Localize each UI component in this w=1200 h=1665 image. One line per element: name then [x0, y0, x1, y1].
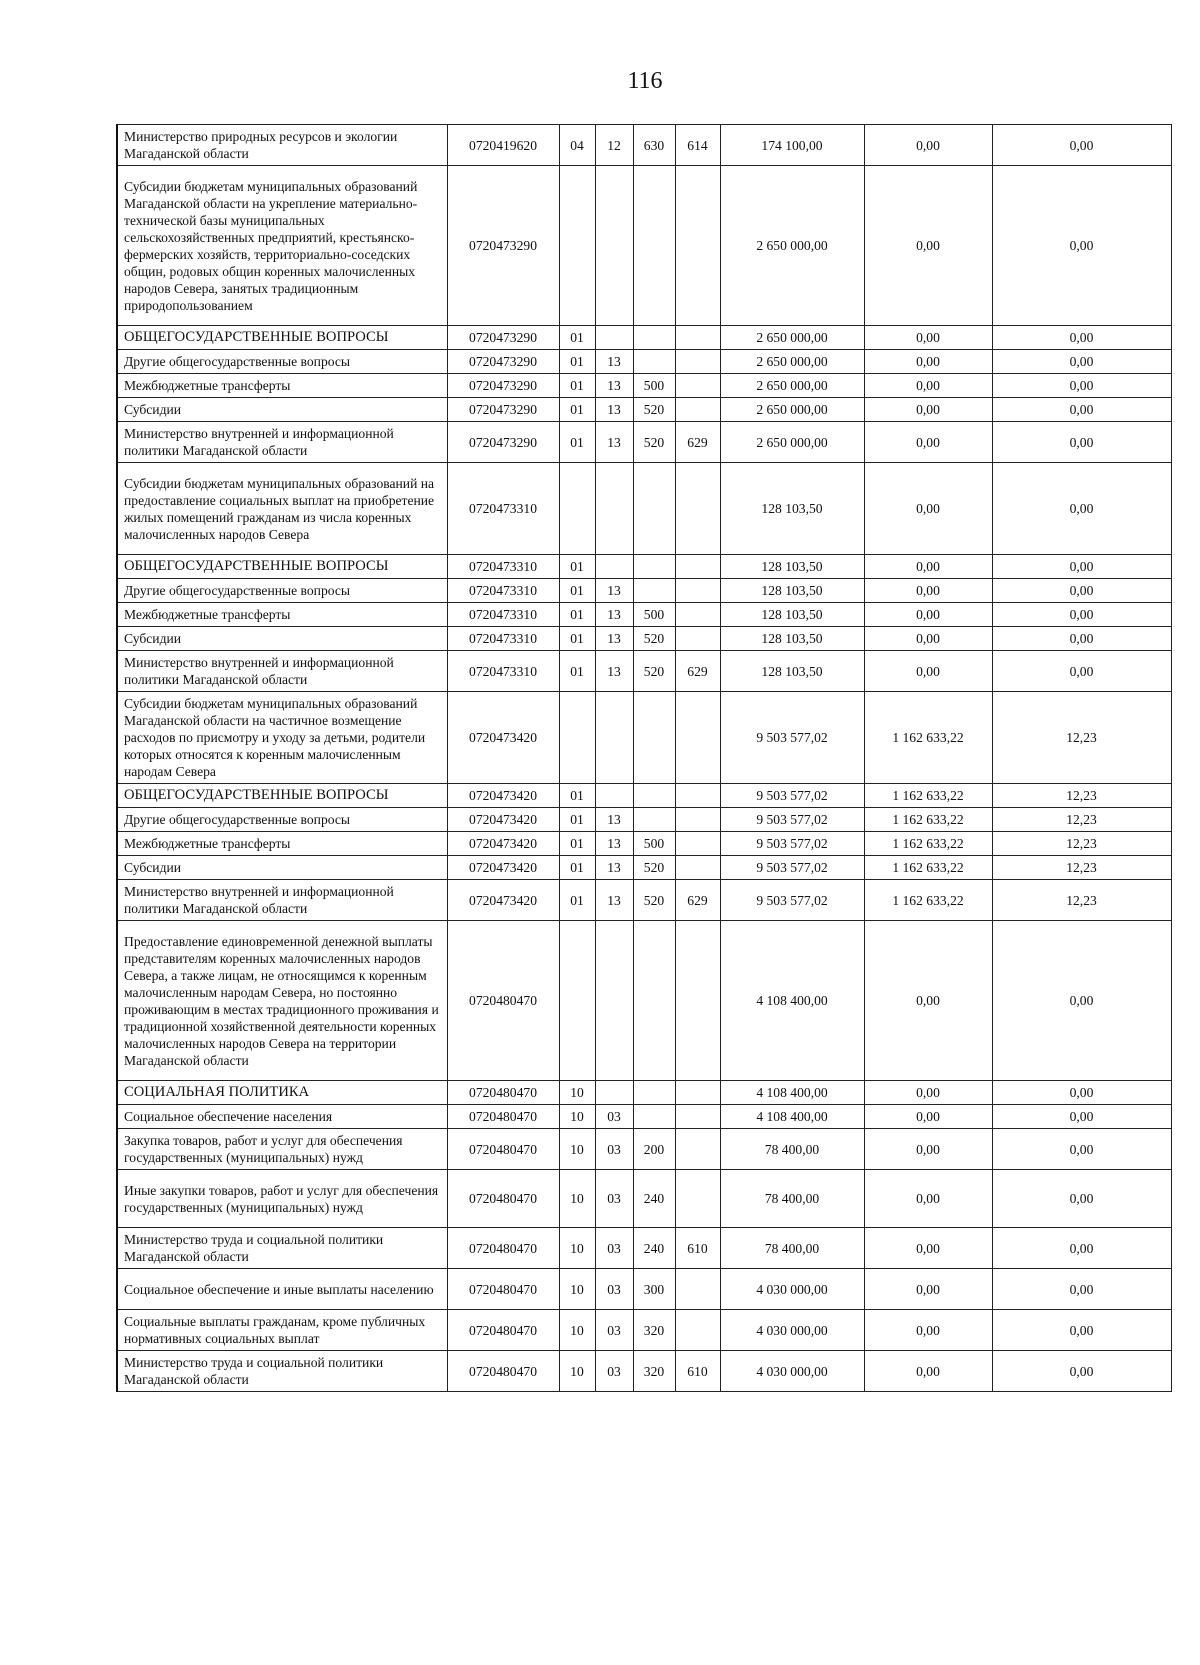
executed-amount: 1 162 633,22: [864, 692, 992, 784]
admin-code: [675, 627, 720, 651]
section-code: 10: [559, 1129, 595, 1170]
target-code: 0720480470: [447, 1228, 559, 1269]
section-code: [559, 692, 595, 784]
row-name: Субсидии: [117, 856, 447, 880]
executed-amount: 0,00: [864, 603, 992, 627]
execution-percent: 0,00: [992, 374, 1171, 398]
admin-code: [675, 374, 720, 398]
admin-code: [675, 832, 720, 856]
section-code: [559, 463, 595, 555]
subsection-code: 03: [595, 1129, 633, 1170]
admin-code: 610: [675, 1228, 720, 1269]
subsection-code: 13: [595, 422, 633, 463]
target-code: 0720473420: [447, 832, 559, 856]
expense-type-code: 300: [633, 1269, 675, 1310]
expense-type-code: [633, 463, 675, 555]
plan-amount: 128 103,50: [720, 463, 864, 555]
table-row: [117, 463, 1171, 555]
execution-percent: 0,00: [992, 125, 1171, 166]
plan-amount: 9 503 577,02: [720, 784, 864, 808]
section-code: 01: [559, 555, 595, 579]
table-row: [117, 398, 1171, 422]
admin-code: [675, 808, 720, 832]
admin-code: 610: [675, 1351, 720, 1392]
table-row: [117, 374, 1171, 398]
subsection-code: [595, 463, 633, 555]
expense-type-code: 520: [633, 422, 675, 463]
execution-percent: 12,23: [992, 880, 1171, 921]
plan-amount: 128 103,50: [720, 651, 864, 692]
executed-amount: 0,00: [864, 125, 992, 166]
target-code: 0720473420: [447, 784, 559, 808]
subsection-code: 03: [595, 1170, 633, 1228]
admin-code: [675, 784, 720, 808]
target-code: 0720473310: [447, 579, 559, 603]
section-code: 01: [559, 374, 595, 398]
execution-percent: 0,00: [992, 463, 1171, 555]
table-row: [117, 784, 1171, 808]
table-row: [117, 1170, 1171, 1228]
section-code: 10: [559, 1081, 595, 1105]
target-code: 0720480470: [447, 1170, 559, 1228]
plan-amount: 128 103,50: [720, 555, 864, 579]
table-row: [117, 1351, 1171, 1392]
plan-amount: 2 650 000,00: [720, 422, 864, 463]
executed-amount: 0,00: [864, 1269, 992, 1310]
section-code: 01: [559, 832, 595, 856]
row-name: Субсидии бюджетам муниципальных образований Магаданской области на укрепление материально-технической базы муниципальных сельскохозяйственных предприятий, крестьянско-фермерских хозяйств, территориально-соседских общин, родовых общин коренных малочисленных народов Севера, занятых традиционным природопользованием: [117, 166, 447, 326]
admin-code: [675, 603, 720, 627]
target-code: 0720480470: [447, 1081, 559, 1105]
row-name: Межбюджетные трансферты: [117, 603, 447, 627]
execution-percent: 0,00: [992, 627, 1171, 651]
subsection-code: 03: [595, 1228, 633, 1269]
executed-amount: 0,00: [864, 374, 992, 398]
subsection-code: 03: [595, 1269, 633, 1310]
executed-amount: 0,00: [864, 1081, 992, 1105]
section-code: 01: [559, 880, 595, 921]
admin-code: [675, 398, 720, 422]
row-name: Другие общегосударственные вопросы: [117, 579, 447, 603]
section-code: 01: [559, 651, 595, 692]
row-name: Субсидии бюджетам муниципальных образований Магаданской области на частичное возмещение расходов по присмотру и уходу за детьми, родители которых относятся к коренным малочисленным народам Севера: [117, 692, 447, 784]
plan-amount: 9 503 577,02: [720, 856, 864, 880]
row-name: Министерство внутренней и информационной политики Магаданской области: [117, 422, 447, 463]
subsection-code: 13: [595, 832, 633, 856]
budget-table: [116, 124, 1172, 1392]
plan-amount: 78 400,00: [720, 1170, 864, 1228]
plan-amount: 128 103,50: [720, 627, 864, 651]
executed-amount: 0,00: [864, 555, 992, 579]
section-code: 01: [559, 579, 595, 603]
expense-type-code: 500: [633, 374, 675, 398]
expense-type-code: [633, 1105, 675, 1129]
section-code: 04: [559, 125, 595, 166]
execution-percent: 0,00: [992, 422, 1171, 463]
section-code: 01: [559, 398, 595, 422]
plan-amount: 78 400,00: [720, 1129, 864, 1170]
expense-type-code: 500: [633, 832, 675, 856]
admin-code: 629: [675, 651, 720, 692]
expense-type-code: 520: [633, 880, 675, 921]
subsection-code: 13: [595, 627, 633, 651]
execution-percent: 12,23: [992, 808, 1171, 832]
admin-code: [675, 555, 720, 579]
plan-amount: 4 030 000,00: [720, 1310, 864, 1351]
section-code: [559, 166, 595, 326]
subsection-code: 13: [595, 398, 633, 422]
plan-amount: 9 503 577,02: [720, 880, 864, 921]
execution-percent: 0,00: [992, 326, 1171, 350]
subsection-code: 03: [595, 1105, 633, 1129]
execution-percent: 0,00: [992, 1170, 1171, 1228]
expense-type-code: 630: [633, 125, 675, 166]
target-code: 0720473420: [447, 692, 559, 784]
execution-percent: 0,00: [992, 651, 1171, 692]
table-row: [117, 555, 1171, 579]
expense-type-code: 520: [633, 398, 675, 422]
section-code: 10: [559, 1228, 595, 1269]
admin-code: [675, 166, 720, 326]
row-name: СОЦИАЛЬНАЯ ПОЛИТИКА: [117, 1081, 447, 1105]
subsection-code: 13: [595, 374, 633, 398]
plan-amount: 128 103,50: [720, 603, 864, 627]
execution-percent: 0,00: [992, 1310, 1171, 1351]
expense-type-code: 320: [633, 1310, 675, 1351]
expense-type-code: [633, 166, 675, 326]
target-code: 0720480470: [447, 1129, 559, 1170]
executed-amount: 1 162 633,22: [864, 856, 992, 880]
row-name: Предоставление единовременной денежной выплаты представителям коренных малочисленных народов Севера, а также лицам, не относящимся к коренным малочисленным народам Севера, но постоянно проживающим в местах традиционного проживания и традиционной хозяйственной деятельности коренных малочисленных народов Севера на территории Магаданской области: [117, 921, 447, 1081]
plan-amount: 4 108 400,00: [720, 921, 864, 1081]
target-code: 0720473310: [447, 627, 559, 651]
target-code: 0720480470: [447, 1269, 559, 1310]
subsection-code: [595, 326, 633, 350]
target-code: 0720473310: [447, 463, 559, 555]
target-code: 0720473420: [447, 880, 559, 921]
expense-type-code: 520: [633, 856, 675, 880]
row-name: Субсидии бюджетам муниципальных образований на предоставление социальных выплат на приобретение жилых помещений гражданам из числа коренных малочисленных народов Севера: [117, 463, 447, 555]
admin-code: [675, 1170, 720, 1228]
execution-percent: 0,00: [992, 1105, 1171, 1129]
section-code: 01: [559, 808, 595, 832]
table-row: [117, 1228, 1171, 1269]
row-name: ОБЩЕГОСУДАРСТВЕННЫЕ ВОПРОСЫ: [117, 784, 447, 808]
execution-percent: 0,00: [992, 579, 1171, 603]
plan-amount: 174 100,00: [720, 125, 864, 166]
executed-amount: 0,00: [864, 463, 992, 555]
subsection-code: 13: [595, 856, 633, 880]
expense-type-code: 240: [633, 1170, 675, 1228]
row-name: Министерство труда и социальной политики Магаданской области: [117, 1228, 447, 1269]
admin-code: [675, 921, 720, 1081]
target-code: 0720473290: [447, 350, 559, 374]
subsection-code: 03: [595, 1351, 633, 1392]
subsection-code: 13: [595, 579, 633, 603]
target-code: 0720480470: [447, 1105, 559, 1129]
row-name: Министерство внутренней и информационной политики Магаданской области: [117, 651, 447, 692]
row-name: Иные закупки товаров, работ и услуг для обеспечения государственных (муниципальных) нужд: [117, 1170, 447, 1228]
executed-amount: 0,00: [864, 1228, 992, 1269]
row-name: Министерство природных ресурсов и экологии Магаданской области: [117, 125, 447, 166]
target-code: 0720473310: [447, 603, 559, 627]
admin-code: [675, 1269, 720, 1310]
admin-code: 629: [675, 880, 720, 921]
executed-amount: 0,00: [864, 1129, 992, 1170]
subsection-code: 03: [595, 1310, 633, 1351]
row-name: Министерство труда и социальной политики Магаданской области: [117, 1351, 447, 1392]
subsection-code: [595, 166, 633, 326]
row-name: Министерство внутренней и информационной политики Магаданской области: [117, 880, 447, 921]
executed-amount: 0,00: [864, 579, 992, 603]
expense-type-code: 200: [633, 1129, 675, 1170]
section-code: 10: [559, 1310, 595, 1351]
expense-type-code: [633, 350, 675, 374]
target-code: 0720473310: [447, 651, 559, 692]
plan-amount: 2 650 000,00: [720, 350, 864, 374]
execution-percent: 0,00: [992, 1129, 1171, 1170]
row-name: Субсидии: [117, 627, 447, 651]
execution-percent: 12,23: [992, 856, 1171, 880]
execution-percent: 0,00: [992, 603, 1171, 627]
executed-amount: 0,00: [864, 627, 992, 651]
section-code: [559, 921, 595, 1081]
subsection-code: 13: [595, 350, 633, 374]
target-code: 0720473290: [447, 326, 559, 350]
expense-type-code: [633, 579, 675, 603]
row-name: ОБЩЕГОСУДАРСТВЕННЫЕ ВОПРОСЫ: [117, 555, 447, 579]
expense-type-code: 520: [633, 627, 675, 651]
plan-amount: 9 503 577,02: [720, 808, 864, 832]
row-name: Субсидии: [117, 398, 447, 422]
executed-amount: 0,00: [864, 398, 992, 422]
executed-amount: 0,00: [864, 350, 992, 374]
executed-amount: 1 162 633,22: [864, 832, 992, 856]
target-code: 0720480470: [447, 1310, 559, 1351]
plan-amount: 4 030 000,00: [720, 1269, 864, 1310]
table-row: [117, 350, 1171, 374]
admin-code: [675, 579, 720, 603]
execution-percent: 0,00: [992, 350, 1171, 374]
expense-type-code: [633, 555, 675, 579]
target-code: 0720473310: [447, 555, 559, 579]
plan-amount: 2 650 000,00: [720, 374, 864, 398]
admin-code: 629: [675, 422, 720, 463]
plan-amount: 78 400,00: [720, 1228, 864, 1269]
row-name: Другие общегосударственные вопросы: [117, 808, 447, 832]
execution-percent: 0,00: [992, 166, 1171, 326]
executed-amount: 0,00: [864, 921, 992, 1081]
executed-amount: 0,00: [864, 1105, 992, 1129]
expense-type-code: [633, 692, 675, 784]
expense-type-code: 520: [633, 651, 675, 692]
subsection-code: 13: [595, 808, 633, 832]
section-code: 10: [559, 1105, 595, 1129]
table-row: [117, 651, 1171, 692]
plan-amount: 2 650 000,00: [720, 398, 864, 422]
table-row: [117, 832, 1171, 856]
admin-code: [675, 1310, 720, 1351]
table-row: [117, 880, 1171, 921]
execution-percent: 12,23: [992, 832, 1171, 856]
target-code: 0720473290: [447, 422, 559, 463]
plan-amount: 2 650 000,00: [720, 166, 864, 326]
target-code: 0720480470: [447, 921, 559, 1081]
subsection-code: [595, 921, 633, 1081]
execution-percent: 0,00: [992, 555, 1171, 579]
section-code: 01: [559, 422, 595, 463]
admin-code: [675, 463, 720, 555]
target-code: 0720473290: [447, 374, 559, 398]
row-name: Межбюджетные трансферты: [117, 832, 447, 856]
subsection-code: [595, 1081, 633, 1105]
execution-percent: 0,00: [992, 921, 1171, 1081]
expense-type-code: [633, 921, 675, 1081]
table-row: [117, 326, 1171, 350]
executed-amount: 1 162 633,22: [864, 808, 992, 832]
subsection-code: 13: [595, 603, 633, 627]
row-name: Закупка товаров, работ и услуг для обеспечения государственных (муниципальных) нужд: [117, 1129, 447, 1170]
subsection-code: 13: [595, 651, 633, 692]
execution-percent: 0,00: [992, 398, 1171, 422]
section-code: 10: [559, 1170, 595, 1228]
admin-code: [675, 1081, 720, 1105]
table-row: [117, 1105, 1171, 1129]
table-row: [117, 579, 1171, 603]
row-name: Социальные выплаты гражданам, кроме публичных нормативных социальных выплат: [117, 1310, 447, 1351]
admin-code: [675, 350, 720, 374]
table-row: [117, 808, 1171, 832]
row-name: Социальное обеспечение и иные выплаты населению: [117, 1269, 447, 1310]
expense-type-code: 320: [633, 1351, 675, 1392]
plan-amount: 9 503 577,02: [720, 692, 864, 784]
section-code: 10: [559, 1269, 595, 1310]
execution-percent: 0,00: [992, 1228, 1171, 1269]
execution-percent: 0,00: [992, 1081, 1171, 1105]
table-row: [117, 1129, 1171, 1170]
table-row: [117, 627, 1171, 651]
executed-amount: 0,00: [864, 422, 992, 463]
target-code: 0720480470: [447, 1351, 559, 1392]
subsection-code: [595, 784, 633, 808]
table-row: [117, 921, 1171, 1081]
table-row: [117, 422, 1171, 463]
execution-percent: 0,00: [992, 1269, 1171, 1310]
executed-amount: 0,00: [864, 166, 992, 326]
admin-code: [675, 692, 720, 784]
admin-code: [675, 1105, 720, 1129]
admin-code: [675, 326, 720, 350]
table-row: [117, 125, 1171, 166]
plan-amount: 4 030 000,00: [720, 1351, 864, 1392]
expense-type-code: [633, 808, 675, 832]
executed-amount: 1 162 633,22: [864, 784, 992, 808]
table-row: [117, 692, 1171, 784]
expense-type-code: [633, 784, 675, 808]
section-code: 01: [559, 326, 595, 350]
admin-code: [675, 1129, 720, 1170]
plan-amount: 4 108 400,00: [720, 1081, 864, 1105]
table-row: [117, 1269, 1171, 1310]
target-code: 0720473290: [447, 166, 559, 326]
section-code: 01: [559, 784, 595, 808]
admin-code: [675, 856, 720, 880]
table-body: [117, 125, 1171, 1392]
execution-percent: 0,00: [992, 1351, 1171, 1392]
section-code: 01: [559, 627, 595, 651]
executed-amount: 0,00: [864, 1170, 992, 1228]
plan-amount: 9 503 577,02: [720, 832, 864, 856]
expense-type-code: 500: [633, 603, 675, 627]
expense-type-code: [633, 1081, 675, 1105]
executed-amount: 1 162 633,22: [864, 880, 992, 921]
row-name: Социальное обеспечение населения: [117, 1105, 447, 1129]
row-name: Межбюджетные трансферты: [117, 374, 447, 398]
section-code: 10: [559, 1351, 595, 1392]
row-name: ОБЩЕГОСУДАРСТВЕННЫЕ ВОПРОСЫ: [117, 326, 447, 350]
plan-amount: 4 108 400,00: [720, 1105, 864, 1129]
execution-percent: 12,23: [992, 784, 1171, 808]
execution-percent: 12,23: [992, 692, 1171, 784]
executed-amount: 0,00: [864, 1310, 992, 1351]
section-code: 01: [559, 856, 595, 880]
admin-code: 614: [675, 125, 720, 166]
target-code: 0720473290: [447, 398, 559, 422]
expense-type-code: [633, 326, 675, 350]
subsection-code: 12: [595, 125, 633, 166]
table-row: [117, 1310, 1171, 1351]
page-number: 116: [627, 68, 663, 94]
plan-amount: 2 650 000,00: [720, 326, 864, 350]
plan-amount: 128 103,50: [720, 579, 864, 603]
section-code: 01: [559, 350, 595, 374]
table-row: [117, 1081, 1171, 1105]
subsection-code: [595, 692, 633, 784]
table-row: [117, 603, 1171, 627]
executed-amount: 0,00: [864, 1351, 992, 1392]
target-code: 0720473420: [447, 808, 559, 832]
table-row: [117, 166, 1171, 326]
table-row: [117, 856, 1171, 880]
row-name: Другие общегосударственные вопросы: [117, 350, 447, 374]
executed-amount: 0,00: [864, 326, 992, 350]
target-code: 0720473420: [447, 856, 559, 880]
subsection-code: [595, 555, 633, 579]
executed-amount: 0,00: [864, 651, 992, 692]
section-code: 01: [559, 603, 595, 627]
expense-type-code: 240: [633, 1228, 675, 1269]
target-code: 0720419620: [447, 125, 559, 166]
subsection-code: 13: [595, 880, 633, 921]
